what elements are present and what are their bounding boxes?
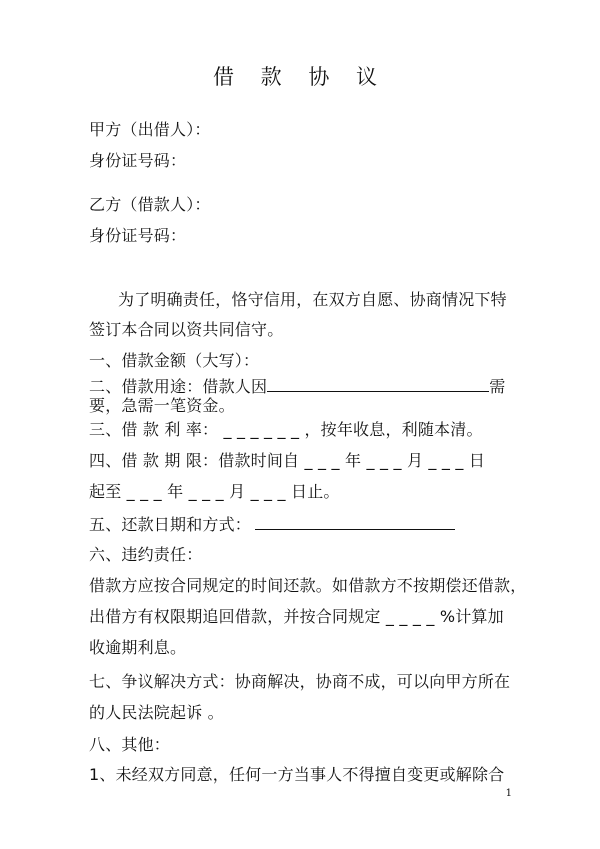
clause-8-title: 八、其他： <box>89 735 171 754</box>
document-title: 借 款 协 议 <box>212 65 388 89</box>
party-a-id-label: 身份证号码： <box>89 151 187 170</box>
clause-7-line-1: 七、争议解决方式：协商解决，协商不成，可以向甲方所在 <box>89 672 511 691</box>
clause-2-text: 二、借款用途：借款人因 <box>89 377 268 396</box>
clause-2-continuation: 要，急需一笔资金。 <box>89 396 235 415</box>
clause-2-suffix: 需 <box>489 377 506 396</box>
clause-4-term-line-2: 起至 _ _ _ 年 _ _ _ 月 _ _ _ 日止。 <box>89 482 340 501</box>
clause-6-line-1: 借款方应按合同规定的时间还款。如借款方不按期偿还借款， <box>89 576 527 595</box>
party-a-label: 甲方（出借人）： <box>89 120 211 139</box>
preamble-line-1: 为了明确责任，恪守信用，在双方自愿、协商情况下特 <box>118 290 507 309</box>
clause-5-repayment <box>89 514 455 535</box>
clause-2-purpose <box>89 376 505 397</box>
page-number: 1 <box>505 788 512 799</box>
clause-3-interest: 三、借 款 利 率： _ _ _ _ _ _ ，按年收息，利随本清。 <box>89 420 483 439</box>
clause-5-text: 五、还款日期和方式： <box>89 515 252 534</box>
repayment-blank-line <box>255 514 455 530</box>
clause-1-amount: 一、借款金额（大写）： <box>89 351 260 370</box>
clause-6-title: 六、违约责任： <box>89 545 203 564</box>
party-b-id-label: 身份证号码： <box>89 226 187 245</box>
clause-7-line-2: 的人民法院起诉 。 <box>89 703 224 722</box>
clause-6-line-2: 出借方有权限期追回借款，并按合同规定 _ _ _ _ %计算加 <box>89 607 504 626</box>
purpose-blank-line <box>267 376 489 392</box>
party-b-label: 乙方（借款人）： <box>89 195 211 214</box>
clause-4-term-line-1: 四、借 款 期 限：借款时间自 _ _ _ 年 _ _ _ 月 _ _ _ 日 <box>89 451 486 470</box>
clause-6-line-3: 收逾期利息。 <box>89 638 187 657</box>
preamble-line-2: 签订本合同以资共同信守。 <box>89 320 284 339</box>
clause-8-line-1: 1、未经双方同意，任何一方当事人不得擅自变更或解除合 <box>89 765 505 784</box>
